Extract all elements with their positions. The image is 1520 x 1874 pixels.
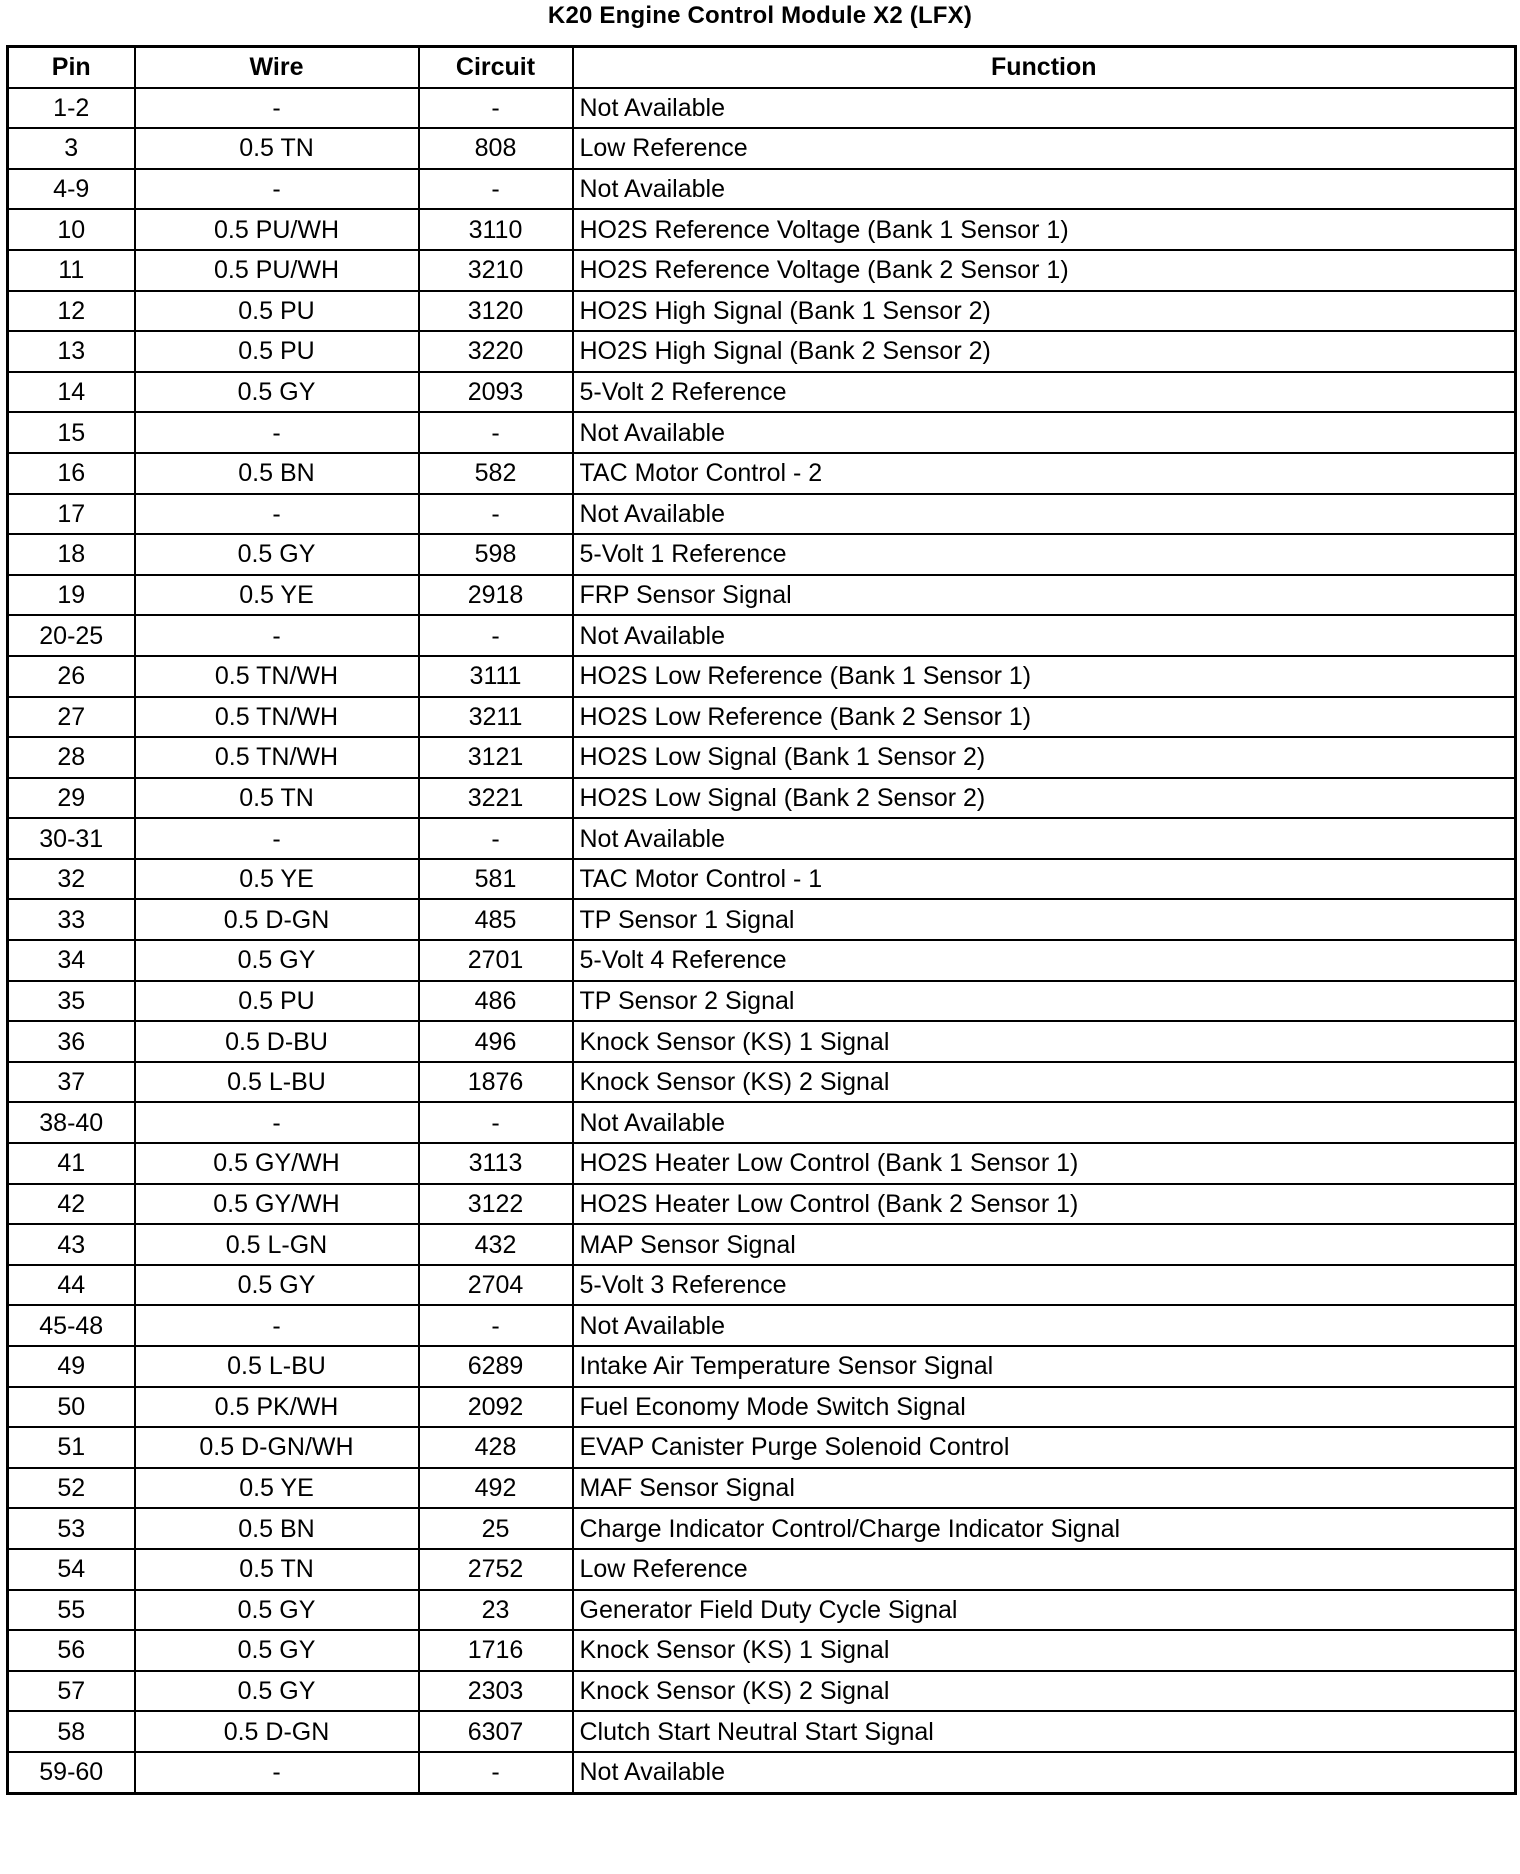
cell-wire: - bbox=[135, 494, 419, 535]
cell-wire: 0.5 TN bbox=[135, 778, 419, 819]
cell-pin: 58 bbox=[8, 1711, 135, 1752]
cell-circuit: 1716 bbox=[419, 1630, 573, 1671]
cell-pin: 55 bbox=[8, 1590, 135, 1631]
table-row bbox=[8, 169, 1516, 210]
table-row bbox=[8, 1671, 1516, 1712]
cell-pin: 56 bbox=[8, 1630, 135, 1671]
cell-function: Not Available bbox=[573, 615, 1516, 656]
cell-function: Not Available bbox=[573, 88, 1516, 129]
cell-circuit: 582 bbox=[419, 453, 573, 494]
cell-function: FRP Sensor Signal bbox=[573, 575, 1516, 616]
table-row bbox=[8, 899, 1516, 940]
cell-function: HO2S Low Signal (Bank 2 Sensor 2) bbox=[573, 778, 1516, 819]
cell-pin: 49 bbox=[8, 1346, 135, 1387]
cell-function: Not Available bbox=[573, 818, 1516, 859]
cell-function: Knock Sensor (KS) 1 Signal bbox=[573, 1021, 1516, 1062]
cell-wire: 0.5 PU bbox=[135, 331, 419, 372]
cell-function: Not Available bbox=[573, 169, 1516, 210]
table-row bbox=[8, 250, 1516, 291]
table-row bbox=[8, 534, 1516, 575]
cell-pin: 29 bbox=[8, 778, 135, 819]
cell-circuit: 492 bbox=[419, 1468, 573, 1509]
header-circuit: Circuit bbox=[419, 47, 573, 88]
table-row bbox=[8, 494, 1516, 535]
cell-circuit: - bbox=[419, 818, 573, 859]
cell-circuit: 432 bbox=[419, 1224, 573, 1265]
cell-function: MAF Sensor Signal bbox=[573, 1468, 1516, 1509]
cell-wire: 0.5 D-BU bbox=[135, 1021, 419, 1062]
cell-circuit: 3120 bbox=[419, 291, 573, 332]
table-row bbox=[8, 656, 1516, 697]
cell-wire: - bbox=[135, 818, 419, 859]
table-row bbox=[8, 1102, 1516, 1143]
cell-circuit: 3121 bbox=[419, 737, 573, 778]
table-row bbox=[8, 1305, 1516, 1346]
cell-wire: 0.5 PU bbox=[135, 981, 419, 1022]
cell-function: Fuel Economy Mode Switch Signal bbox=[573, 1387, 1516, 1428]
table-body bbox=[8, 88, 1516, 1793]
cell-function: MAP Sensor Signal bbox=[573, 1224, 1516, 1265]
cell-wire: 0.5 L-BU bbox=[135, 1062, 419, 1103]
cell-circuit: 3113 bbox=[419, 1143, 573, 1184]
cell-circuit: 3111 bbox=[419, 656, 573, 697]
table-row bbox=[8, 128, 1516, 169]
cell-function: Not Available bbox=[573, 494, 1516, 535]
cell-wire: - bbox=[135, 1752, 419, 1793]
cell-function: Knock Sensor (KS) 2 Signal bbox=[573, 1062, 1516, 1103]
cell-wire: 0.5 L-GN bbox=[135, 1224, 419, 1265]
cell-pin: 33 bbox=[8, 899, 135, 940]
document-title: K20 Engine Control Module X2 (LFX) bbox=[547, 2, 973, 29]
cell-pin: 15 bbox=[8, 412, 135, 453]
cell-wire: 0.5 TN bbox=[135, 1549, 419, 1590]
table-row bbox=[8, 1590, 1516, 1631]
table-header bbox=[8, 47, 1516, 88]
cell-function: TAC Motor Control - 2 bbox=[573, 453, 1516, 494]
table-row bbox=[8, 859, 1516, 900]
cell-pin: 19 bbox=[8, 575, 135, 616]
cell-circuit: 428 bbox=[419, 1427, 573, 1468]
cell-wire: - bbox=[135, 1305, 419, 1346]
table-row bbox=[8, 1143, 1516, 1184]
cell-function: TP Sensor 2 Signal bbox=[573, 981, 1516, 1022]
cell-function: HO2S Low Reference (Bank 1 Sensor 1) bbox=[573, 656, 1516, 697]
table-row bbox=[8, 1224, 1516, 1265]
cell-function: Low Reference bbox=[573, 128, 1516, 169]
cell-pin: 11 bbox=[8, 250, 135, 291]
cell-function: Not Available bbox=[573, 1102, 1516, 1143]
cell-wire: 0.5 GY bbox=[135, 534, 419, 575]
cell-wire: 0.5 GY/WH bbox=[135, 1184, 419, 1225]
cell-wire: 0.5 YE bbox=[135, 1468, 419, 1509]
cell-circuit: 6289 bbox=[419, 1346, 573, 1387]
cell-function: Charge Indicator Control/Charge Indicator Signal bbox=[573, 1508, 1516, 1549]
cell-circuit: 3220 bbox=[419, 331, 573, 372]
cell-function: 5-Volt 1 Reference bbox=[573, 534, 1516, 575]
cell-pin: 54 bbox=[8, 1549, 135, 1590]
table-row bbox=[8, 1630, 1516, 1671]
cell-circuit: 581 bbox=[419, 859, 573, 900]
cell-wire: - bbox=[135, 169, 419, 210]
cell-function: Clutch Start Neutral Start Signal bbox=[573, 1711, 1516, 1752]
header-wire: Wire bbox=[135, 47, 419, 88]
cell-circuit: 485 bbox=[419, 899, 573, 940]
cell-wire: 0.5 D-GN bbox=[135, 899, 419, 940]
cell-function: Generator Field Duty Cycle Signal bbox=[573, 1590, 1516, 1631]
cell-function: Not Available bbox=[573, 1305, 1516, 1346]
cell-circuit: - bbox=[419, 1752, 573, 1793]
cell-pin: 42 bbox=[8, 1184, 135, 1225]
cell-function: HO2S High Signal (Bank 2 Sensor 2) bbox=[573, 331, 1516, 372]
table-row bbox=[8, 737, 1516, 778]
cell-circuit: 3110 bbox=[419, 209, 573, 250]
cell-circuit: 2093 bbox=[419, 372, 573, 413]
cell-pin: 57 bbox=[8, 1671, 135, 1712]
cell-circuit: 3210 bbox=[419, 250, 573, 291]
cell-pin: 3 bbox=[8, 128, 135, 169]
cell-circuit: 3122 bbox=[419, 1184, 573, 1225]
cell-function: EVAP Canister Purge Solenoid Control bbox=[573, 1427, 1516, 1468]
cell-pin: 36 bbox=[8, 1021, 135, 1062]
table-row bbox=[8, 1711, 1516, 1752]
cell-pin: 16 bbox=[8, 453, 135, 494]
cell-pin: 43 bbox=[8, 1224, 135, 1265]
cell-wire: 0.5 GY bbox=[135, 940, 419, 981]
table-row bbox=[8, 940, 1516, 981]
cell-wire: 0.5 TN/WH bbox=[135, 697, 419, 738]
cell-pin: 35 bbox=[8, 981, 135, 1022]
cell-circuit: 808 bbox=[419, 128, 573, 169]
cell-wire: 0.5 D-GN/WH bbox=[135, 1427, 419, 1468]
cell-function: Not Available bbox=[573, 1752, 1516, 1793]
cell-function: HO2S High Signal (Bank 1 Sensor 2) bbox=[573, 291, 1516, 332]
table-row bbox=[8, 453, 1516, 494]
cell-wire: 0.5 BN bbox=[135, 453, 419, 494]
cell-function: HO2S Reference Voltage (Bank 1 Sensor 1) bbox=[573, 209, 1516, 250]
cell-wire: 0.5 PK/WH bbox=[135, 1387, 419, 1428]
table-row bbox=[8, 1265, 1516, 1306]
table-row bbox=[8, 697, 1516, 738]
cell-wire: - bbox=[135, 88, 419, 129]
cell-circuit: 2752 bbox=[419, 1549, 573, 1590]
table-row bbox=[8, 1752, 1516, 1793]
table-row bbox=[8, 331, 1516, 372]
cell-function: TP Sensor 1 Signal bbox=[573, 899, 1516, 940]
cell-wire: 0.5 YE bbox=[135, 575, 419, 616]
cell-pin: 10 bbox=[8, 209, 135, 250]
table-row bbox=[8, 291, 1516, 332]
cell-pin: 32 bbox=[8, 859, 135, 900]
cell-circuit: 25 bbox=[419, 1508, 573, 1549]
cell-wire: 0.5 TN bbox=[135, 128, 419, 169]
table-row bbox=[8, 209, 1516, 250]
cell-function: 5-Volt 4 Reference bbox=[573, 940, 1516, 981]
cell-wire: 0.5 BN bbox=[135, 1508, 419, 1549]
cell-function: HO2S Low Reference (Bank 2 Sensor 1) bbox=[573, 697, 1516, 738]
cell-pin: 41 bbox=[8, 1143, 135, 1184]
cell-circuit: 486 bbox=[419, 981, 573, 1022]
cell-circuit: - bbox=[419, 412, 573, 453]
cell-function: Intake Air Temperature Sensor Signal bbox=[573, 1346, 1516, 1387]
cell-pin: 45-48 bbox=[8, 1305, 135, 1346]
cell-circuit: 3221 bbox=[419, 778, 573, 819]
cell-pin: 13 bbox=[8, 331, 135, 372]
cell-wire: 0.5 GY/WH bbox=[135, 1143, 419, 1184]
cell-pin: 30-31 bbox=[8, 818, 135, 859]
cell-circuit: 2092 bbox=[419, 1387, 573, 1428]
table-row bbox=[8, 372, 1516, 413]
cell-circuit: - bbox=[419, 1305, 573, 1346]
cell-function: Low Reference bbox=[573, 1549, 1516, 1590]
cell-pin: 50 bbox=[8, 1387, 135, 1428]
header-pin: Pin bbox=[8, 47, 135, 88]
cell-function: HO2S Low Signal (Bank 1 Sensor 2) bbox=[573, 737, 1516, 778]
cell-function: Knock Sensor (KS) 1 Signal bbox=[573, 1630, 1516, 1671]
cell-pin: 38-40 bbox=[8, 1102, 135, 1143]
cell-wire: 0.5 YE bbox=[135, 859, 419, 900]
cell-wire: 0.5 GY bbox=[135, 1671, 419, 1712]
cell-function: 5-Volt 2 Reference bbox=[573, 372, 1516, 413]
table-row bbox=[8, 88, 1516, 129]
cell-function: Knock Sensor (KS) 2 Signal bbox=[573, 1671, 1516, 1712]
cell-circuit: - bbox=[419, 169, 573, 210]
cell-wire: 0.5 GY bbox=[135, 1590, 419, 1631]
cell-circuit: 2303 bbox=[419, 1671, 573, 1712]
table-row bbox=[8, 615, 1516, 656]
cell-wire: 0.5 TN/WH bbox=[135, 737, 419, 778]
cell-pin: 14 bbox=[8, 372, 135, 413]
cell-circuit: 598 bbox=[419, 534, 573, 575]
table-row bbox=[8, 1549, 1516, 1590]
table-row bbox=[8, 1387, 1516, 1428]
cell-pin: 53 bbox=[8, 1508, 135, 1549]
cell-pin: 18 bbox=[8, 534, 135, 575]
cell-pin: 20-25 bbox=[8, 615, 135, 656]
table-row bbox=[8, 981, 1516, 1022]
table-row bbox=[8, 1468, 1516, 1509]
cell-wire: 0.5 GY bbox=[135, 1265, 419, 1306]
header-row bbox=[8, 47, 1516, 88]
cell-function: 5-Volt 3 Reference bbox=[573, 1265, 1516, 1306]
cell-circuit: 2918 bbox=[419, 575, 573, 616]
cell-circuit: 2704 bbox=[419, 1265, 573, 1306]
pinout-table bbox=[6, 45, 1517, 1795]
cell-pin: 51 bbox=[8, 1427, 135, 1468]
table-row bbox=[8, 412, 1516, 453]
cell-wire: 0.5 D-GN bbox=[135, 1711, 419, 1752]
table-row bbox=[8, 778, 1516, 819]
header-function: Function bbox=[573, 47, 1516, 88]
cell-function: HO2S Reference Voltage (Bank 2 Sensor 1) bbox=[573, 250, 1516, 291]
cell-circuit: 2701 bbox=[419, 940, 573, 981]
table-row bbox=[8, 1184, 1516, 1225]
cell-circuit: - bbox=[419, 615, 573, 656]
cell-function: TAC Motor Control - 1 bbox=[573, 859, 1516, 900]
cell-circuit: 496 bbox=[419, 1021, 573, 1062]
cell-function: HO2S Heater Low Control (Bank 1 Sensor 1) bbox=[573, 1143, 1516, 1184]
cell-circuit: 23 bbox=[419, 1590, 573, 1631]
cell-pin: 26 bbox=[8, 656, 135, 697]
cell-circuit: - bbox=[419, 88, 573, 129]
table-row bbox=[8, 818, 1516, 859]
table-row bbox=[8, 1346, 1516, 1387]
cell-wire: - bbox=[135, 1102, 419, 1143]
cell-circuit: - bbox=[419, 494, 573, 535]
cell-wire: - bbox=[135, 412, 419, 453]
table-row bbox=[8, 1427, 1516, 1468]
cell-pin: 59-60 bbox=[8, 1752, 135, 1793]
cell-pin: 27 bbox=[8, 697, 135, 738]
cell-circuit: - bbox=[419, 1102, 573, 1143]
table-row bbox=[8, 1062, 1516, 1103]
cell-wire: 0.5 GY bbox=[135, 1630, 419, 1671]
cell-pin: 1-2 bbox=[8, 88, 135, 129]
cell-circuit: 3211 bbox=[419, 697, 573, 738]
cell-wire: - bbox=[135, 615, 419, 656]
cell-wire: 0.5 PU bbox=[135, 291, 419, 332]
cell-function: HO2S Heater Low Control (Bank 2 Sensor 1) bbox=[573, 1184, 1516, 1225]
cell-pin: 37 bbox=[8, 1062, 135, 1103]
cell-wire: 0.5 PU/WH bbox=[135, 250, 419, 291]
cell-pin: 17 bbox=[8, 494, 135, 535]
cell-pin: 44 bbox=[8, 1265, 135, 1306]
cell-pin: 52 bbox=[8, 1468, 135, 1509]
cell-pin: 34 bbox=[8, 940, 135, 981]
cell-function: Not Available bbox=[573, 412, 1516, 453]
cell-circuit: 1876 bbox=[419, 1062, 573, 1103]
cell-wire: 0.5 PU/WH bbox=[135, 209, 419, 250]
table-row bbox=[8, 575, 1516, 616]
cell-pin: 12 bbox=[8, 291, 135, 332]
cell-wire: 0.5 TN/WH bbox=[135, 656, 419, 697]
cell-pin: 28 bbox=[8, 737, 135, 778]
table-row bbox=[8, 1021, 1516, 1062]
cell-circuit: 6307 bbox=[419, 1711, 573, 1752]
cell-pin: 4-9 bbox=[8, 169, 135, 210]
cell-wire: 0.5 GY bbox=[135, 372, 419, 413]
table-row bbox=[8, 1508, 1516, 1549]
cell-wire: 0.5 L-BU bbox=[135, 1346, 419, 1387]
